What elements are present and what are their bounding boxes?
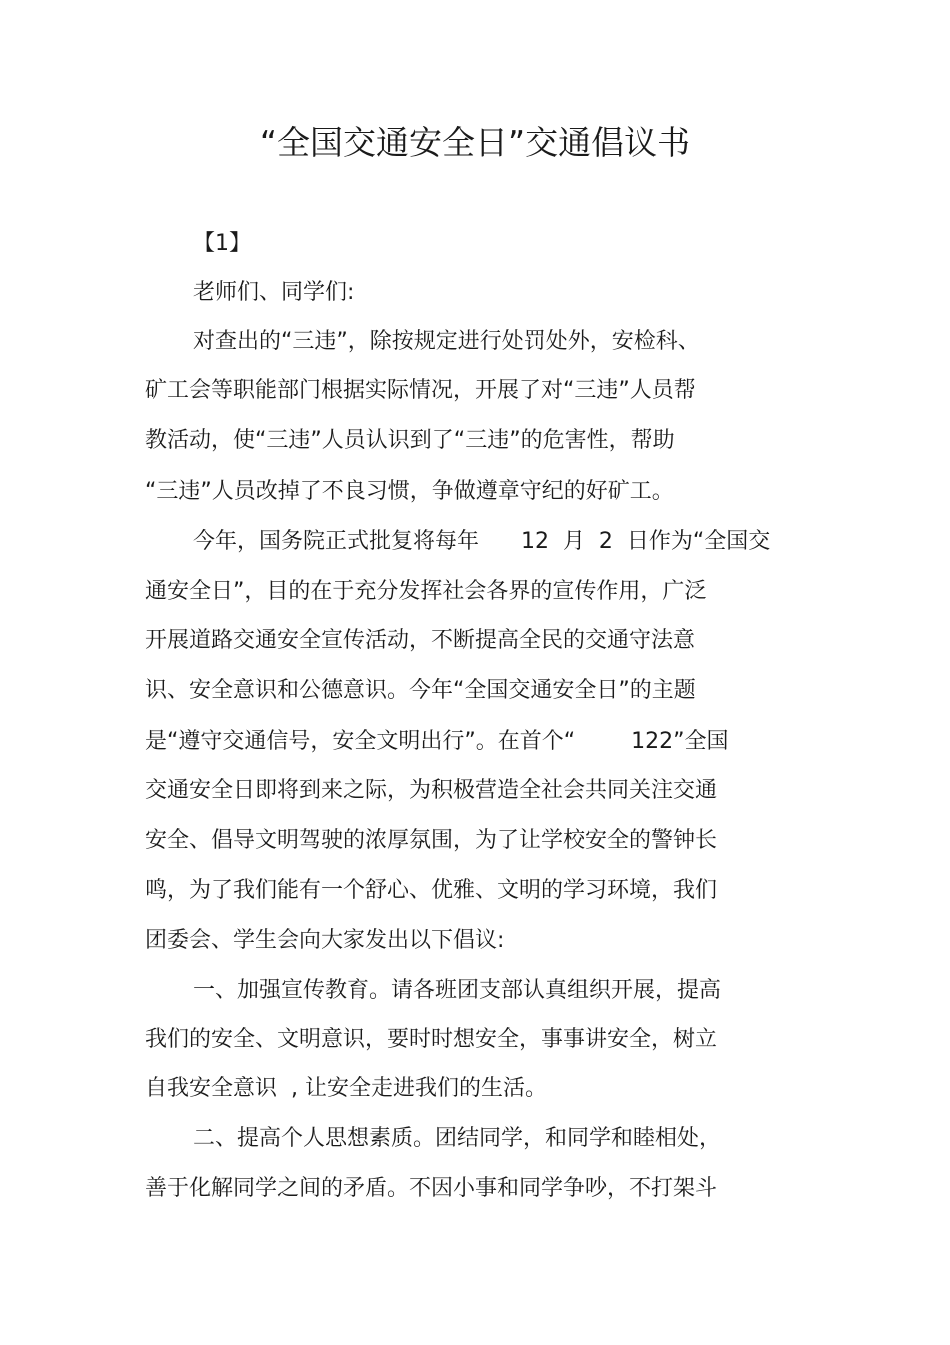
paragraph-line: 团委会、学生会向大家发出以下倡议:: [145, 928, 505, 953]
paragraph-line: 今年，国务院正式批复将每年 12 月 2 日作为“全国交: [193, 529, 771, 554]
document-title: “全国交通安全日”交通倡议书: [259, 123, 691, 162]
paragraph-line: 鸣，为了我们能有一个舒心、优雅、文明的学习环境，我们: [145, 878, 718, 903]
paragraph-line: 对查出的“三违”，除按规定进行处罚处外，安检科、: [193, 329, 700, 354]
salutation-line: 老师们、同学们:: [193, 280, 355, 305]
section-marker: 【1】: [193, 231, 251, 256]
paragraph-line: 是“遵守交通信号，安全文明出行”。在首个“ 122”全国: [145, 729, 729, 754]
paragraph-line: 安全、倡导文明驾驶的浓厚氛围，为了让学校安全的警钟长: [145, 828, 718, 853]
paragraph-line: 我们的安全、文明意识，要时时想安全，事事讲安全，树立: [145, 1027, 718, 1052]
paragraph-line: 自我安全意识 , 让安全走进我们的生活。: [145, 1076, 547, 1101]
paragraph-line: 二、提高个人思想素质。团结同学，和同学和睦相处，: [193, 1126, 722, 1151]
paragraph-line: 一、加强宣传教育。请各班团支部认真组织开展，提高: [193, 978, 722, 1003]
paragraph-line: 教活动，使“三违”人员认识到了“三违”的危害性，帮助: [145, 428, 675, 453]
paragraph-line: “三违”人员改掉了不良习惯，争做遵章守纪的好矿工。: [145, 479, 674, 504]
paragraph-line: 交通安全日即将到来之际，为积极营造全社会共同关注交通: [145, 778, 718, 803]
paragraph-line: 矿工会等职能部门根据实际情况，开展了对“三违”人员帮: [145, 378, 696, 403]
paragraph-line: 识、安全意识和公德意识。今年“全国交通安全日”的主题: [145, 678, 696, 703]
paragraph-line: 通安全日”，目的在于充分发挥社会各界的宣传作用，广泛: [145, 579, 707, 604]
paragraph-line: 开展道路交通安全宣传活动，不断提高全民的交通守法意: [145, 628, 696, 653]
paragraph-line: 善于化解同学之间的矛盾。不因小事和同学争吵，不打架斗: [145, 1176, 718, 1201]
